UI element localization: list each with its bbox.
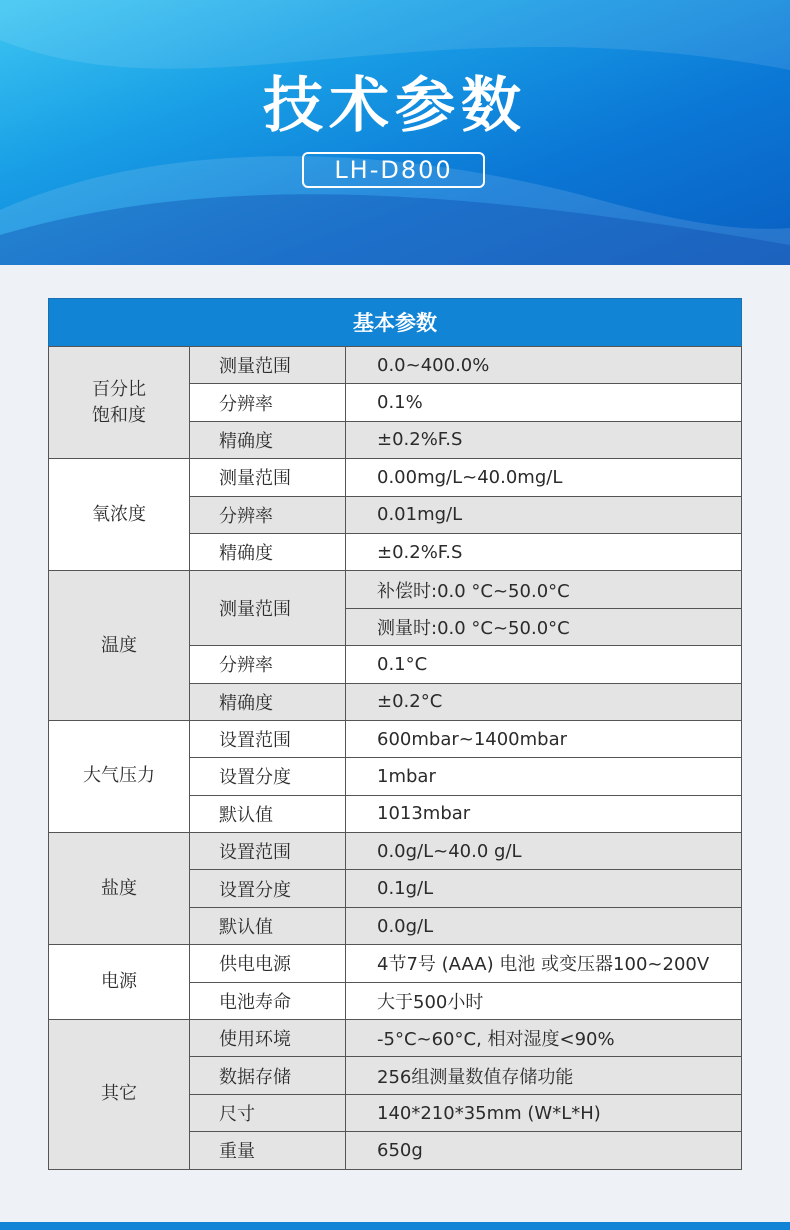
page-title: 技术参数 — [263, 71, 527, 141]
value-cell: 0.1g/L — [346, 870, 742, 907]
param-cell: 使用环境 — [190, 1020, 346, 1057]
param-cell: 尺寸 — [190, 1094, 346, 1131]
title-banner — [0, 0, 790, 265]
category-cell: 温度 — [49, 571, 190, 721]
value-cell: 0.0g/L — [346, 907, 742, 944]
category-label-line: 饱和度 — [92, 404, 146, 426]
param-cell: 数据存储 — [190, 1057, 346, 1094]
value-cell: 0.1°C — [346, 646, 742, 683]
value-cell: 256组测量数值存储功能 — [346, 1057, 742, 1094]
value-cell: 650g — [346, 1132, 742, 1169]
value-cell: 1mbar — [346, 758, 742, 795]
table-row — [49, 833, 742, 870]
category-label-line1 — [49, 377, 189, 429]
param-cell: 默认值 — [190, 907, 346, 944]
spec-table — [48, 346, 742, 1170]
value-cell: ±0.2%F.S — [346, 533, 742, 570]
model-badge: LH-D800 — [302, 152, 485, 188]
category-cell: 电源 — [49, 945, 190, 1020]
value-cell: 140*210*35mm (W*L*H) — [346, 1094, 742, 1131]
category-label-line: 百分比 — [92, 378, 146, 400]
table-row — [49, 571, 742, 608]
spec-table-container — [48, 298, 742, 1170]
value-cell: -5°C~60°C, 相对湿度<90% — [346, 1020, 742, 1057]
category-cell — [49, 347, 190, 459]
value-cell: 0.01mg/L — [346, 496, 742, 533]
table-row — [49, 347, 742, 384]
value-cell: 测量时:0.0 °C~50.0°C — [346, 608, 742, 645]
table-row — [49, 720, 742, 757]
category-cell: 盐度 — [49, 833, 190, 945]
param-cell: 设置分度 — [190, 758, 346, 795]
table-row — [49, 1020, 742, 1057]
param-cell: 分辨率 — [190, 646, 346, 683]
value-cell: 1013mbar — [346, 795, 742, 832]
param-cell: 精确度 — [190, 533, 346, 570]
value-cell: ±0.2%F.S — [346, 421, 742, 458]
param-cell: 默认值 — [190, 795, 346, 832]
category-cell: 大气压力 — [49, 720, 190, 832]
value-cell: 0.1% — [346, 384, 742, 421]
param-cell: 供电电源 — [190, 945, 346, 982]
param-cell: 测量范围 — [190, 571, 346, 646]
value-cell: 4节7号 (AAA) 电池 或变压器100~200V — [346, 945, 742, 982]
spec-table-header: 基本参数 — [48, 298, 742, 346]
value-cell: 0.0~400.0% — [346, 347, 742, 384]
value-cell: 补偿时:0.0 °C~50.0°C — [346, 571, 742, 608]
value-cell: 600mbar~1400mbar — [346, 720, 742, 757]
param-cell: 分辨率 — [190, 384, 346, 421]
param-cell: 分辨率 — [190, 496, 346, 533]
param-cell: 设置范围 — [190, 720, 346, 757]
table-row — [49, 945, 742, 982]
param-cell: 精确度 — [190, 683, 346, 720]
param-cell: 电池寿命 — [190, 982, 346, 1019]
param-cell: 精确度 — [190, 421, 346, 458]
param-cell: 设置范围 — [190, 833, 346, 870]
value-cell: 0.00mg/L~40.0mg/L — [346, 459, 742, 496]
value-cell: ±0.2°C — [346, 683, 742, 720]
category-cell: 氧浓度 — [49, 459, 190, 571]
param-cell: 测量范围 — [190, 459, 346, 496]
table-row — [49, 459, 742, 496]
param-cell: 设置分度 — [190, 870, 346, 907]
value-cell: 0.0g/L~40.0 g/L — [346, 833, 742, 870]
category-cell: 其它 — [49, 1020, 190, 1170]
param-cell: 测量范围 — [190, 347, 346, 384]
value-cell: 大于500小时 — [346, 982, 742, 1019]
bottom-accent-bar — [0, 1222, 790, 1230]
param-cell: 重量 — [190, 1132, 346, 1169]
